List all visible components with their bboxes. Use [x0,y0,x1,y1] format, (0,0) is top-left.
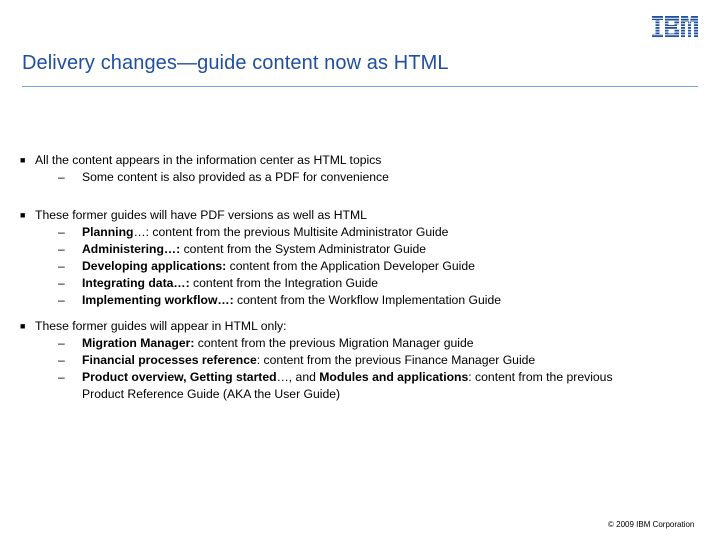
sub-text-run: content from the System Administrator Guide [180,242,427,256]
dash-bullet-icon: – [58,353,65,367]
sub-text-run: …, and [276,370,320,384]
sub-item-text [82,258,475,275]
sub-text-run: content from the Workflow Implementation Guide [233,293,502,307]
sub-text-run: : content from the previous Finance Manager Guide [256,353,536,367]
sub-text-run: Product Reference Guide (AKA the User Guide) [82,387,341,401]
sub-text-run-bold: Product overview, Getting started [82,370,277,384]
dash-bullet-icon: – [58,259,65,273]
sub-text-run: : content from the previous [468,370,613,384]
dash-bullet-icon: – [58,293,65,307]
sub-item-text [82,241,426,258]
sub-item-text [82,335,474,352]
sub-text-run-bold: Administering…: [82,242,181,256]
sub-item-text [82,352,535,369]
copyright-footer: © 2009 IBM Corporation [608,520,695,529]
sub-text-run: content from the Integration Guide [189,276,379,290]
sub-item-text [82,169,389,186]
square-bullet-icon: ■ [20,155,26,165]
sub-text-run-bold: Implementing workflow…: [82,293,234,307]
sub-item-text [82,224,448,241]
dash-bullet-icon: – [58,336,65,350]
slide-title: Delivery changes—guide content now as HTML [22,52,449,74]
sub-text-run-bold: Financial processes reference [82,353,257,367]
bullet-text: These former guides will have PDF versions as well as HTML [35,208,367,222]
sub-text-run-bold: Migration Manager: [82,336,195,350]
sub-text-run-bold: Developing applications: [82,259,227,273]
sub-item-text [82,292,501,309]
ibm-logo [652,16,698,38]
square-bullet-icon: ■ [20,321,26,331]
dash-bullet-icon: – [58,225,65,239]
sub-item-text [82,386,340,403]
dash-bullet-icon: – [58,370,65,384]
sub-text-run: content from the Application Developer Guide [226,259,475,273]
sub-text-run-bold: Modules and applications [319,370,469,384]
dash-bullet-icon: – [58,242,65,256]
sub-item-text [82,369,613,386]
sub-text-run-bold: Integrating data…: [82,276,190,290]
sub-item-text [82,275,378,292]
square-bullet-icon: ■ [20,210,26,220]
sub-text-run-bold: Planning [82,225,134,239]
title-divider [22,86,698,87]
sub-text-run: content from the previous Migration Manager guide [194,336,474,350]
sub-text-run: Some content is also provided as a PDF for convenience [82,170,389,184]
dash-bullet-icon: – [58,170,65,184]
bullet-text: These former guides will appear in HTML only: [35,319,287,333]
dash-bullet-icon: – [58,276,65,290]
bullet-text: All the content appears in the information center as HTML topics [35,153,382,167]
sub-text-run: …: content from the previous Multisite Administrator Guide [133,225,449,239]
